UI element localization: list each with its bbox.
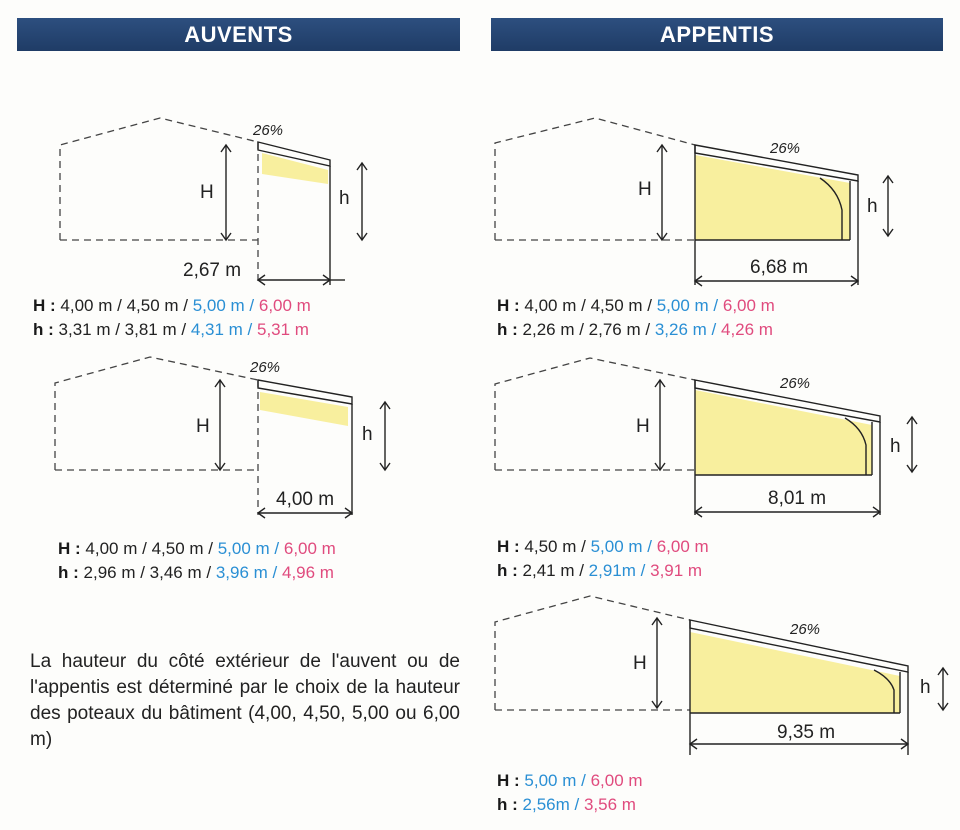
appentis-1-h-v4: 4,26 m [720, 320, 773, 339]
appentis-3-H-v1: 5,00 m / [524, 771, 586, 790]
auvent-2-width: 4,00 m [276, 489, 335, 510]
appentis-1-h-v3: 3,26 m / [654, 320, 717, 339]
appentis-2-H-v3: 6,00 m [656, 537, 709, 556]
appentis-1-h-label: h [867, 196, 878, 217]
appentis-2-slope: 26% [780, 375, 811, 392]
auvent-1-H-key: H : [33, 296, 56, 315]
appentis-3-slope: 26% [790, 621, 821, 638]
auvent-2-H-label: H [196, 416, 210, 437]
appentis-3-h-key: h : [497, 795, 518, 814]
appentis-3-H-key: H : [497, 771, 520, 790]
auvent-2-h-v1: 2,96 m / [83, 563, 145, 582]
appentis-1-slope: 26% [770, 140, 801, 157]
auvent-1-H-v3: 5,00 m / [192, 296, 255, 315]
auvent-1-h-v4: 5,31 m [256, 320, 309, 339]
appentis-2-h-label: h [890, 436, 901, 457]
appentis-1-H-label: H [638, 179, 652, 200]
appentis-2-width: 8,01 m [768, 488, 827, 509]
auvent-1-h-key: h : [33, 320, 54, 339]
explanatory-note: La hauteur du côté extérieur de l'auvent ou de l'appentis est déterminé par le choix de la hauteur des poteaux du bâtiment (4,00, 4,50, 5,00 ou 6,00 m) [30, 651, 460, 750]
auvent-1-H-v1: 4,00 m / [60, 296, 122, 315]
appentis-1-H-key: H : [497, 296, 520, 315]
auvent-1-H-v2: 4,50 m / [126, 296, 188, 315]
appentis-1-H-v3: 5,00 m / [656, 296, 719, 315]
auvent-2-h-v4: 4,96 m [281, 563, 334, 582]
appentis-3-dims [497, 769, 643, 817]
appentis-2-H-v2: 5,00 m / [590, 537, 652, 556]
auvent-2-H-v3: 5,00 m / [217, 539, 280, 558]
auvent-2-h-key: h : [58, 563, 79, 582]
auvent-1-width: 2,67 m [183, 260, 242, 281]
appentis-1-H-v1: 4,00 m / [524, 296, 586, 315]
appentis-1-h-v1: 2,26 m / [522, 320, 584, 339]
appentis-1-h-key: h : [497, 320, 518, 339]
appentis-1-H-v4: 6,00 m [722, 296, 775, 315]
auvent-2-H-v4: 6,00 m [283, 539, 336, 558]
auvent-1-h-label: h [339, 188, 350, 209]
appentis-3-h-v2: 3,56 m [583, 795, 636, 814]
appentis-3-width: 9,35 m [777, 722, 836, 743]
appentis-1-H-v2: 4,50 m / [590, 296, 652, 315]
auvent-2-h-v2: 3,46 m / [149, 563, 212, 582]
appentis-1-h-v2: 2,76 m / [588, 320, 651, 339]
appentis-header: APPENTIS [491, 18, 943, 51]
appentis-3-H-label: H [633, 653, 647, 674]
appentis-2-H-label: H [636, 416, 650, 437]
appentis-2-h-v1: 2,41 m / [522, 561, 584, 580]
auvents-header: AUVENTS [17, 18, 460, 51]
auvent-2-H-v2: 4,50 m / [151, 539, 213, 558]
auvent-1-h-v3: 4,31 m / [190, 320, 253, 339]
appentis-2-h-key: h : [497, 561, 518, 580]
appentis-3-H-v2: 6,00 m [590, 771, 643, 790]
appentis-3-h-label: h [920, 677, 931, 698]
auvent-2-H-key: H : [58, 539, 81, 558]
auvent-2-h-v3: 3,96 m / [215, 563, 278, 582]
auvent-1-slope: 26% [253, 122, 284, 139]
auvent-1-H-label: H [200, 182, 214, 203]
appentis-2-h-v3: 3,91 m [650, 561, 703, 580]
auvent-2-slope: 26% [250, 359, 281, 376]
auvent-1-h-v2: 3,81 m / [124, 320, 187, 339]
auvent-1-h-v1: 3,31 m / [58, 320, 120, 339]
appentis-3-h-v1: 2,56m / [522, 795, 580, 814]
auvent-2-h-label: h [362, 424, 373, 445]
appentis-2-h-v2: 2,91m / [588, 561, 646, 580]
appentis-1-width: 6,68 m [750, 257, 809, 278]
appentis-2-H-v1: 4,50 m / [524, 537, 586, 556]
auvent-2-H-v1: 4,00 m / [85, 539, 147, 558]
auvent-1-H-v4: 6,00 m [258, 296, 311, 315]
appentis-2-H-key: H : [497, 537, 520, 556]
